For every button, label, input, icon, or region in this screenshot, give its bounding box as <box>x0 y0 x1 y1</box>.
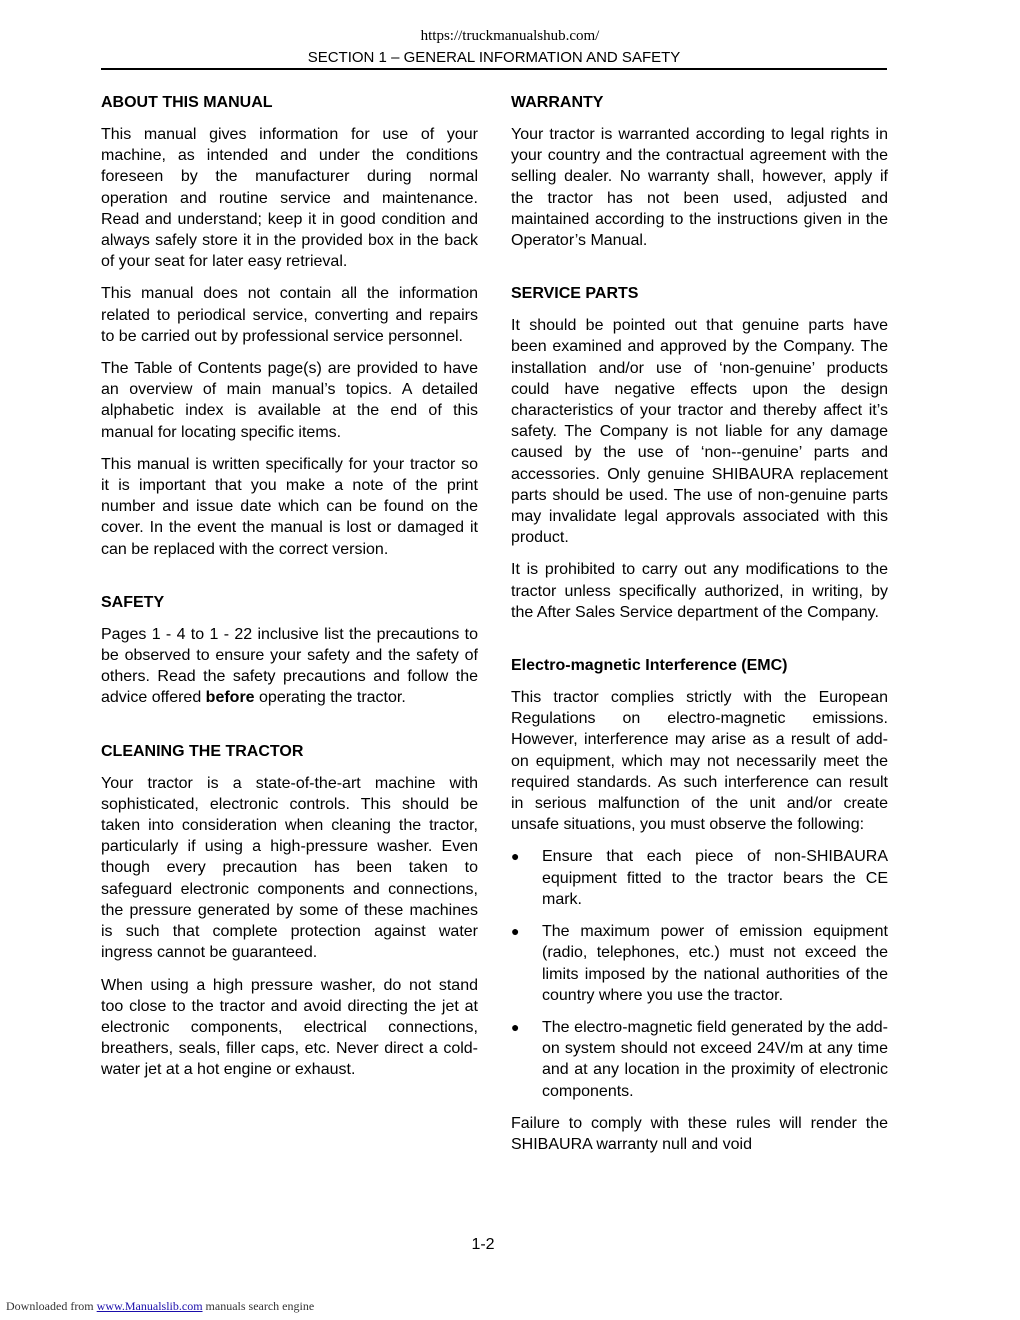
service-parts-paragraph: It should be pointed out that genuine parts have been examined and approved by the Company. The installation and/or use of ‘non-genuine’ products could have negative effects upon the design characteristics of your tractor and thereby affect it’s safety. The Company is not liable for any damage caused by the use of ‘non--genuine’ parts and accessories. Only genuine SHIBAURA replacement parts should be used. The use of non-genuine parts may invalidate legal approvals associated with this product. <box>511 317 888 547</box>
list-item <box>511 846 888 910</box>
page-number: 1-2 <box>471 1236 495 1253</box>
about-manual-paragraph: This manual gives information for use of your machine, as intended and under the conditions foreseen by the manufacturer during normal operation and routine service and maintenance. Read and understand; keep it in good condition and always safely store it in the provided box in the back of your seat for later easy retrieval. <box>101 126 478 271</box>
list-item <box>511 921 888 1006</box>
about-manual-paragraph: This manual does not contain all the information related to periodical service, converting and repairs to be carried out by professional service personnel. <box>101 285 478 345</box>
safety-emphasis: before <box>205 689 255 707</box>
footer-prefix: Downloaded from <box>6 1299 97 1313</box>
section-header: SECTION 1 – GENERAL INFORMATION AND SAFETY <box>101 49 887 70</box>
safety-text: Pages 1 - 4 to 1 - 22 inclusive list the precautions to be observed to ensure your safety and the safety of others. Read the safety precautions and follow the advice offered <box>101 625 478 707</box>
bullet-icon: ● <box>511 1018 520 1035</box>
download-footer <box>6 1299 314 1314</box>
left-column <box>101 92 478 1092</box>
warranty-heading: WARRANTY <box>511 94 604 111</box>
safety-text: operating the tractor. <box>254 689 406 707</box>
about-manual-paragraph: The Table of Contents page(s) are provided to have an overview of main manual’s topics. A detailed alphabetic index is available at the end of this manual for locating specific items. <box>101 360 478 441</box>
emc-heading: Electro-magnetic Interference (EMC) <box>511 657 788 675</box>
safety-paragraph <box>101 624 478 709</box>
cleaning-paragraph: When using a high pressure washer, do not stand too close to the tractor and avoid directing the jet at electronic components, electrical connections, breathers, seals, filler caps, etc. Never direct a cold-water jet at a hot engine or exhaust. <box>101 976 478 1079</box>
list-item-text: The maximum power of emission equipment (radio, telephones, etc.) must not exceed the limits imposed by the national authorities of the country where you use the tractor. <box>542 923 888 1004</box>
footer-suffix: manuals search engine <box>202 1299 315 1313</box>
emc-bullet-list <box>511 846 888 1101</box>
about-manual-heading: ABOUT THIS MANUAL <box>101 94 273 111</box>
cleaning-paragraph: Your tractor is a state-of-the-art machine with sophisticated, electronic controls. This should be taken into consideration when cleaning the tractor, particularly if using a high-pressure washer. Even though every precaution has been taken to safeguard electronic components and connections, the pressure generated by some of these machines is such that complete protection against water ingress cannot be guaranteed. <box>101 774 478 962</box>
service-parts-paragraph: It is prohibited to carry out any modifications to the tractor unless specifically authorized, in writing, by the After Sales Service department of the Company. <box>511 561 888 621</box>
bullet-icon: ● <box>511 848 520 865</box>
about-manual-paragraph: This manual is written specifically for your tractor so it is important that you make a note of the print number and issue date which can be found on the cover. In the event the manual is lost or damaged it can be replaced with the correct version. <box>101 455 478 558</box>
cleaning-heading: CLEANING THE TRACTOR <box>101 742 304 760</box>
safety-heading: SAFETY <box>101 593 165 611</box>
service-parts-heading: SERVICE PARTS <box>511 285 639 303</box>
emc-paragraph: This tractor complies strictly with the European Regulations on electro-magnetic emissions. However, interference may arise as a result of add-on equipment, which may not necessarily meet the required standards. As such interference can result in serious malfunction of the unit and/or create unsafe situations, you must observe the following: <box>511 689 888 834</box>
source-url: https://truckmanualshub.com/ <box>420 28 600 44</box>
list-item-text: The electro-magnetic field generated by the add-on system should not exceed 24V/m at any time and at any location in the proximity of electronic components. <box>542 1018 888 1100</box>
emc-paragraph: Failure to comply with these rules will render the SHIBAURA warranty null and void <box>511 1114 888 1153</box>
list-item-text: Ensure that each piece of non-SHIBAURA equipment fitted to the tractor bears the CE mark. <box>542 848 888 908</box>
bullet-icon: ● <box>511 923 520 940</box>
manualslib-link[interactable]: www.Manualslib.com <box>96 1299 203 1313</box>
right-column <box>511 92 888 1166</box>
list-item <box>511 1017 888 1102</box>
warranty-paragraph: Your tractor is warranted according to legal rights in your country and the contractual agreement with the selling dealer. No warranty shall, however, apply if the tractor has not been used, adjusted and maintained according to the instructions given in the Operator’s Manual. <box>511 126 888 250</box>
